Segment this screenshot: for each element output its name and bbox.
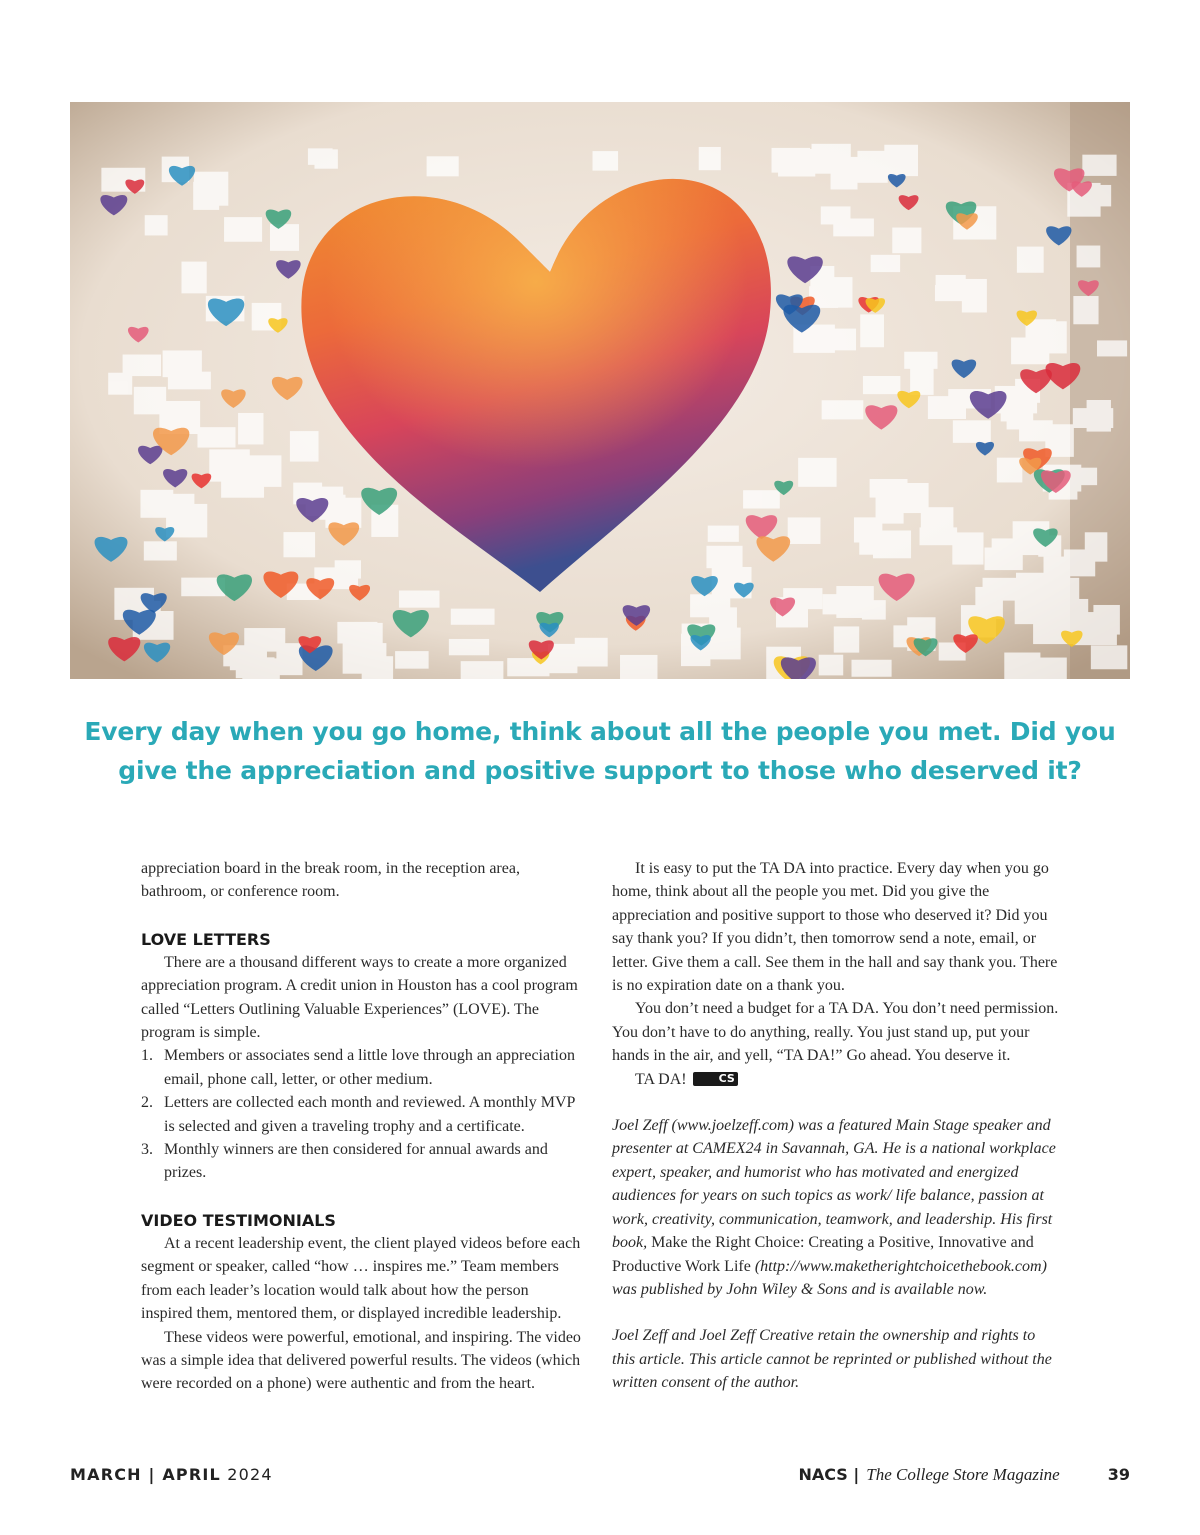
paper-note bbox=[821, 206, 851, 224]
list-item: 3. Monthly winners are then considered for annual awards and prizes. bbox=[141, 1141, 548, 1182]
paper-note bbox=[1004, 653, 1040, 679]
article-right-column bbox=[612, 857, 1062, 1395]
list-item: 1. Members or associates send a little love through an appreciation email, phone call, letter, or other medium. bbox=[141, 1047, 575, 1088]
paper-note bbox=[997, 458, 1022, 483]
paper-note bbox=[314, 149, 337, 168]
paper-note bbox=[834, 626, 859, 652]
tada-paragraph-2: You don’t need a budget for a TA DA. You don’t need permission. You don’t have to do anything, really. You just stand up, put your hands in the air, and yell, “TA DA!” Go ahead. You deserve it. bbox=[612, 1000, 1059, 1065]
paper-note bbox=[343, 643, 387, 674]
paper-note bbox=[145, 215, 168, 235]
paper-note bbox=[910, 363, 933, 395]
paper-note bbox=[1049, 578, 1079, 599]
paper-note bbox=[427, 156, 459, 176]
paper-note bbox=[144, 541, 177, 560]
paper-note bbox=[928, 396, 966, 419]
paper-note bbox=[743, 490, 780, 508]
publication-info bbox=[798, 1465, 1130, 1485]
paper-note bbox=[863, 376, 900, 394]
video-testimonials-heading: VIDEO TESTIMONIALS bbox=[141, 1210, 336, 1230]
paper-note bbox=[822, 400, 864, 419]
list-item: 2. Letters are collected each month and reviewed. A monthly MVP is selected and given a traveling trophy and a certificate. bbox=[141, 1094, 575, 1135]
paper-note bbox=[461, 661, 504, 679]
heart-mural-image bbox=[70, 102, 1130, 679]
video-paragraph-1: At a recent leadership event, the client played videos before each segment or speaker, called “how … inspires me.” Team members from each leader’s location would talk about how the person inspired them, mentored them, or displayed incredible leadership. bbox=[141, 1234, 581, 1323]
paper-note bbox=[1091, 645, 1127, 669]
video-paragraph-2: These videos were powerful, emotional, and inspiring. The video was a simple idea that delivered powerful results. The videos (which were recorded on a phone) were authentic and from the heart. bbox=[141, 1328, 581, 1393]
love-letters-paragraph: There are a thousand different ways to create a more organized appreciation program. A credit union in Houston has a cool program called “Letters Outlining Valuable Experiences” (LOVE). The program is simple. bbox=[141, 953, 578, 1042]
paper-note bbox=[836, 586, 873, 618]
paper-note bbox=[163, 350, 202, 377]
publication-name: The College Store Magazine bbox=[866, 1465, 1060, 1484]
paper-note bbox=[798, 458, 836, 487]
paper-note bbox=[620, 655, 657, 679]
paper-note bbox=[819, 655, 844, 676]
rights-notice: Joel Zeff and Joel Zeff Creative retain the ownership and rights to this article. This article cannot be reprinted or published without the written consent of the author. bbox=[612, 1327, 1052, 1392]
paper-note bbox=[820, 329, 856, 351]
org-name: NACS | bbox=[798, 1465, 860, 1484]
cs-end-mark-icon: CS bbox=[693, 1072, 738, 1086]
paper-note bbox=[399, 591, 440, 608]
paper-note bbox=[197, 427, 235, 447]
love-program-list bbox=[141, 1044, 581, 1184]
paper-note bbox=[870, 479, 908, 498]
paper-note bbox=[884, 145, 918, 176]
paper-note bbox=[238, 413, 263, 444]
paper-note bbox=[230, 646, 257, 670]
page-number: 39 bbox=[1107, 1465, 1130, 1484]
paper-note bbox=[283, 532, 315, 557]
paper-note bbox=[992, 538, 1015, 569]
paper-note bbox=[335, 560, 361, 578]
paper-note bbox=[593, 151, 619, 171]
heart-wall-illustration bbox=[70, 102, 1130, 679]
author-bio: Joel Zeff (www.joelzeff.com) was a featured Main Stage speaker and presenter at CAMEX24 in Savannah, GA. He is a national workplace expert, speaker, and humorist who has motivated and energized audiences for years on such topics as work/ life balance, passion at work, creativity, communication, teamwork, and leadership. His first book, Make the Right Choice: Creating a Positive, Innovative and Productive Work Life (http://www.makethe​rightchoicethebook.com) was published by John Wiley & Sons and is available now. bbox=[612, 1117, 1056, 1298]
tada-paragraph-1: It is easy to put the TA DA into practice. Every day when you go home, think about all the people you met. Did you give the appreciation and positive support to those who deserved it? Did you say thank you? If you didn’t, then tomorrow send a note, email, or letter. Give them a call. See them in the hall and say thank you. There is no expiration date on a thank you. bbox=[612, 860, 1058, 995]
paper-note bbox=[123, 355, 161, 377]
paper-note bbox=[936, 275, 966, 297]
paper-note bbox=[451, 609, 495, 625]
issue-date: MARCH | APRIL 2024 bbox=[70, 1465, 273, 1484]
article-left-column bbox=[141, 857, 581, 1396]
page-footer bbox=[70, 1465, 1130, 1493]
paper-note bbox=[575, 638, 608, 667]
paper-note bbox=[699, 147, 721, 170]
paper-note bbox=[1082, 155, 1116, 176]
paper-note bbox=[975, 587, 1003, 619]
paper-note bbox=[1064, 549, 1095, 576]
paper-note bbox=[852, 660, 892, 677]
paper-note bbox=[892, 228, 921, 254]
paper-note bbox=[816, 277, 852, 308]
paper-note bbox=[181, 262, 206, 294]
paper-note bbox=[395, 651, 429, 669]
paper-note bbox=[1017, 247, 1044, 273]
paper-note bbox=[871, 255, 900, 272]
paper-note bbox=[194, 172, 228, 206]
paper-note bbox=[920, 527, 958, 545]
paper-note bbox=[1037, 658, 1067, 679]
paper-note bbox=[706, 546, 742, 568]
paper-note bbox=[708, 526, 739, 542]
paper-note bbox=[1087, 400, 1111, 432]
intro-paragraph: appreciation board in the break room, in the reception area, bathroom, or conference room. bbox=[141, 860, 520, 901]
paper-note bbox=[290, 431, 319, 461]
paper-note bbox=[778, 149, 815, 177]
paper-note bbox=[1073, 296, 1098, 324]
paper-note bbox=[860, 314, 884, 347]
paper-note bbox=[857, 151, 887, 183]
paper-note bbox=[270, 224, 299, 251]
pull-quote: Every day when you go home, think about all the people you met. Did you give the appreciation and positive support to those who deserved it? bbox=[84, 717, 1116, 785]
book-title: Make the Right Choice: Creating a Positive, Innovative and Productive Work Life bbox=[612, 1234, 1034, 1275]
paper-note bbox=[249, 455, 282, 486]
love-letters-heading: LOVE LETTERS bbox=[141, 929, 271, 949]
paper-note bbox=[337, 622, 377, 644]
paper-note bbox=[224, 217, 262, 242]
paper-note bbox=[449, 639, 489, 655]
paper-note bbox=[1011, 337, 1049, 364]
paper-note bbox=[1077, 246, 1101, 268]
tada-closing: TA DA! CS bbox=[612, 1068, 1062, 1091]
paper-note bbox=[953, 420, 991, 442]
paper-note bbox=[788, 517, 821, 544]
paper-note bbox=[873, 530, 911, 558]
paper-note bbox=[1097, 340, 1127, 356]
paper-note bbox=[812, 144, 851, 174]
